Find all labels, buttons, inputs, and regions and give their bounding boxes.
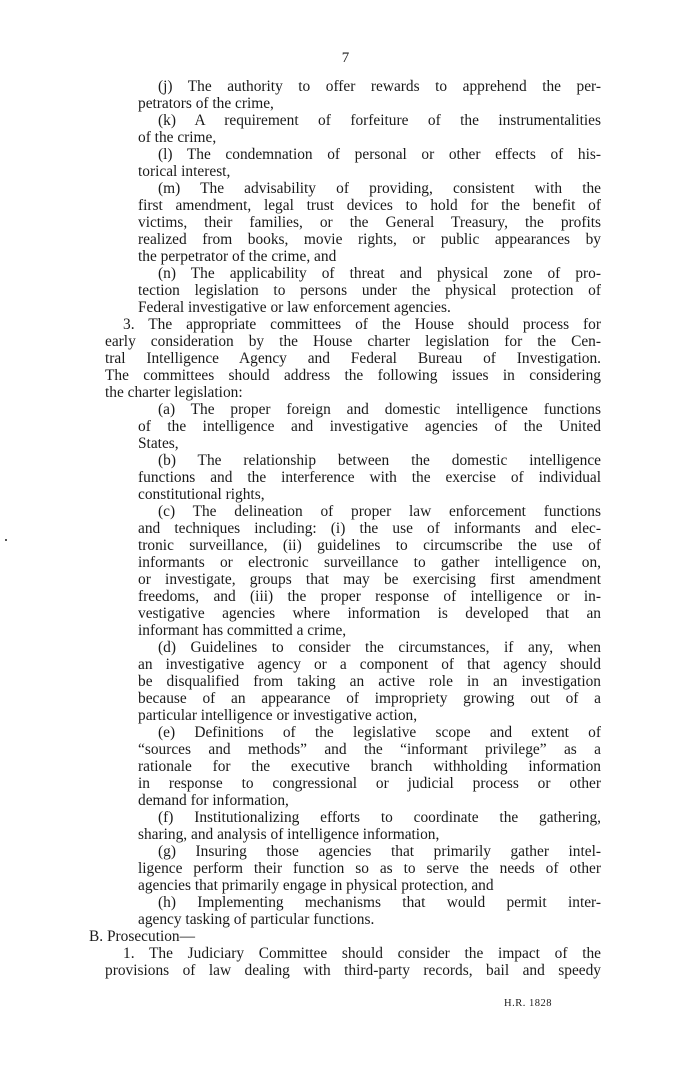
text-line: (n) The applicability of threat and physical zone of pro- — [158, 265, 601, 282]
text-line: an investigative agency or a component of that agency should — [138, 656, 601, 673]
text-line: agency tasking of particular functions. — [138, 911, 375, 928]
text-line: functions and the interference with the exercise of individual — [138, 469, 601, 486]
text-line: constitutional rights, — [138, 486, 265, 503]
text-line: tral Intelligence Agency and Federal Bureau of Investigation. — [105, 350, 601, 367]
text-line: first amendment, legal trust devices to hold for the benefit of — [138, 197, 601, 214]
text-line: States, — [138, 435, 179, 452]
text-line: vestigative agencies where information is developed that an — [138, 605, 601, 622]
text-line: demand for information, — [138, 792, 289, 809]
text-line: (e) Definitions of the legislative scope and extent of — [158, 724, 601, 741]
text-line: of the intelligence and investigative agencies of the United — [138, 418, 601, 435]
text-line: petrators of the crime, — [138, 95, 274, 112]
text-line: rationale for the executive branch withholding information — [138, 758, 601, 775]
text-line: because of an appearance of impropriety growing out of a — [138, 690, 601, 707]
text-line: B. Prosecution— — [89, 928, 196, 945]
text-line: in response to congressional or judicial process or other — [138, 775, 601, 792]
text-line: realized from books, movie rights, or public appearances by — [138, 231, 601, 248]
text-line: particular intelligence or investigative action, — [138, 707, 418, 724]
text-line: the charter legislation: — [105, 384, 243, 401]
text-line: torical interest, — [138, 163, 231, 180]
text-line: informant has committed a crime, — [138, 622, 347, 639]
text-line: early consideration by the House charter legislation for the Cen- — [105, 333, 601, 350]
bill-reference-footer: H.R. 1828 — [504, 998, 552, 1009]
text-line: tronic surveillance, (ii) guidelines to circumscribe the use of — [138, 537, 601, 554]
text-line: (k) A requirement of forfeiture of the instrumentalities — [158, 112, 601, 129]
text-line: (b) The relationship between the domestic intelligence — [158, 452, 601, 469]
text-line: (c) The delineation of proper law enforcement functions — [158, 503, 601, 520]
text-line: of the crime, — [138, 129, 217, 146]
text-line: informants or electronic surveillance to gather intelligence on, — [138, 554, 601, 571]
text-line: freedoms, and (iii) the proper response of intelligence or in- — [138, 588, 601, 605]
page-number: 7 — [341, 50, 350, 66]
text-line: victims, their families, or the General Treasury, the profits — [138, 214, 601, 231]
text-line: agencies that primarily engage in physical protection, and — [138, 877, 494, 894]
text-line: (l) The condemnation of personal or other effects of his- — [158, 146, 601, 163]
text-line: (j) The authority to offer rewards to apprehend the per- — [158, 78, 601, 95]
text-line: 3. The appropriate committees of the House should process for — [123, 316, 601, 333]
text-line: and techniques including: (i) the use of informants and elec- — [138, 520, 601, 537]
text-line: (h) Implementing mechanisms that would permit inter- — [158, 894, 601, 911]
text-line: be disqualified from taking an active role in an investigation — [138, 673, 601, 690]
text-line: or investigate, groups that may be exercising first amendment — [138, 571, 601, 588]
text-line: provisions of law dealing with third-party records, bail and speedy — [105, 962, 601, 979]
text-line: ligence perform their function so as to serve the needs of other — [138, 860, 601, 877]
text-line: The committees should address the following issues in considering — [105, 367, 601, 384]
text-line: (d) Guidelines to consider the circumstances, if any, when — [158, 639, 601, 656]
text-line: Federal investigative or law enforcement agencies. — [138, 299, 451, 316]
text-line: sharing, and analysis of intelligence information, — [138, 826, 440, 843]
text-line: 1. The Judiciary Committee should consider the impact of the — [123, 945, 601, 962]
text-line: (m) The advisability of providing, consistent with the — [158, 180, 601, 197]
text-line: (f) Institutionalizing efforts to coordinate the gathering, — [158, 809, 601, 826]
text-line: (g) Insuring those agencies that primarily gather intel- — [158, 843, 601, 860]
text-line: tection legislation to persons under the physical protection of — [138, 282, 601, 299]
text-line: “sources and methods” and the “informant privilege” as a — [138, 741, 601, 758]
scan-speck — [5, 539, 7, 541]
text-line: the perpetrator of the crime, and — [138, 248, 337, 265]
text-line: (a) The proper foreign and domestic intelligence functions — [158, 401, 601, 418]
